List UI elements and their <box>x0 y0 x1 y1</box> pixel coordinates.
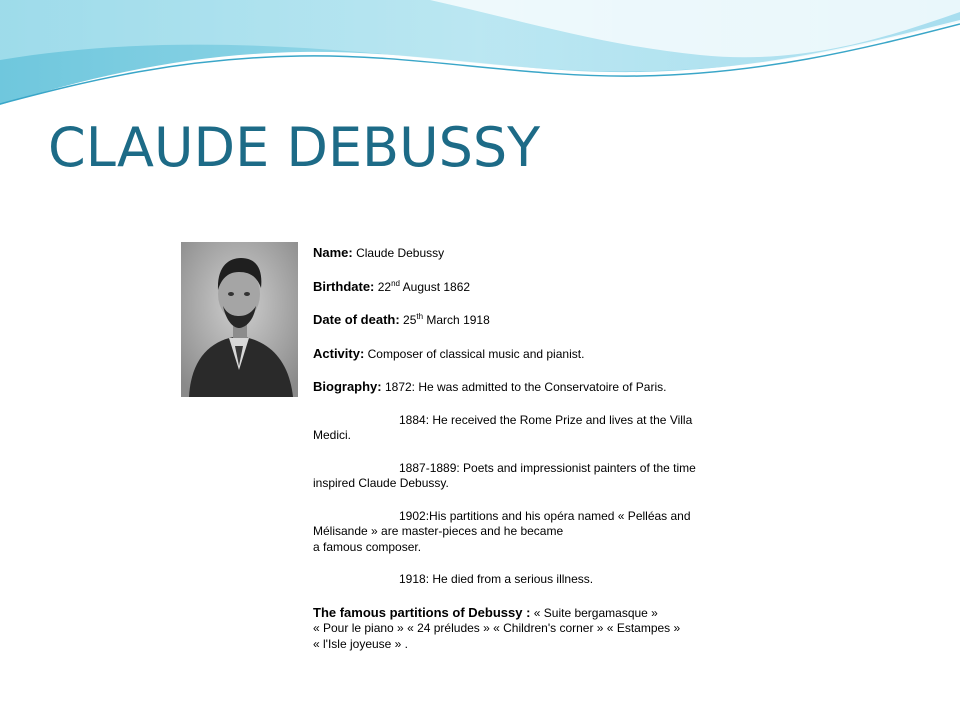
birthdate-label: Birthdate: <box>313 278 375 294</box>
death-label: Date of death: <box>313 312 400 327</box>
biography-1887-b: inspired Claude Debussy. <box>313 476 449 490</box>
biography-1902 <box>313 509 753 556</box>
biography-1887-a: 1887-1889: Poets and impressionist painters of the time <box>399 460 696 475</box>
biography-1902-b: Mélisande » are master-pieces and he became <box>313 524 564 538</box>
composer-portrait-photo <box>181 242 298 397</box>
biography-1918-text: 1918: He died from a serious illness. <box>399 572 594 586</box>
name-value: Claude Debussy <box>356 246 445 260</box>
famous-partitions-1: « Suite bergamasque » <box>533 605 658 620</box>
biography-1884-a: 1884: He received the Rome Prize and lives at the Villa <box>399 412 693 427</box>
birth-day: 22 <box>377 279 392 294</box>
birth-day-suffix: nd <box>391 278 400 288</box>
biography-1872: 1872: He was admitted to the Conservatoire of Paris. <box>384 380 667 394</box>
death-day-suffix: th <box>416 312 424 321</box>
biography-1872-line <box>313 379 753 396</box>
biography-1884 <box>313 413 753 444</box>
famous-partitions <box>313 605 753 653</box>
birthdate-line <box>313 279 753 296</box>
death-line <box>313 312 753 329</box>
famous-partitions-label: The famous partitions of Debussy : <box>313 604 531 620</box>
birth-month-year: August 1862 <box>402 279 471 294</box>
name-label: Name: <box>313 245 353 260</box>
biography-1902-c: a famous composer. <box>313 539 422 554</box>
famous-partitions-2: « Pour le piano » « 24 préludes » « Children's corner » « Estampes » <box>313 621 681 635</box>
activity-value: Composer of classical music and pianist. <box>367 346 585 361</box>
biography-1887 <box>313 461 753 492</box>
biography-1918 <box>313 572 753 588</box>
slide-title: CLAUDE DEBUSSY <box>48 116 541 179</box>
biography-label: Biography: <box>313 379 382 394</box>
death-month-year: March 1918 <box>426 313 490 327</box>
biography-1884-b: Medici. <box>313 428 352 442</box>
activity-line <box>313 346 753 363</box>
name-line <box>313 245 753 262</box>
activity-label: Activity: <box>313 345 365 361</box>
biography-1902-a: 1902:His partitions and his opéra named « Pelléas and <box>399 508 691 523</box>
death-day: 25 <box>403 313 417 327</box>
famous-partitions-3: « l'Isle joyeuse » . <box>313 636 409 651</box>
biography-text-block <box>313 245 753 652</box>
wave-header-decoration <box>0 0 960 120</box>
